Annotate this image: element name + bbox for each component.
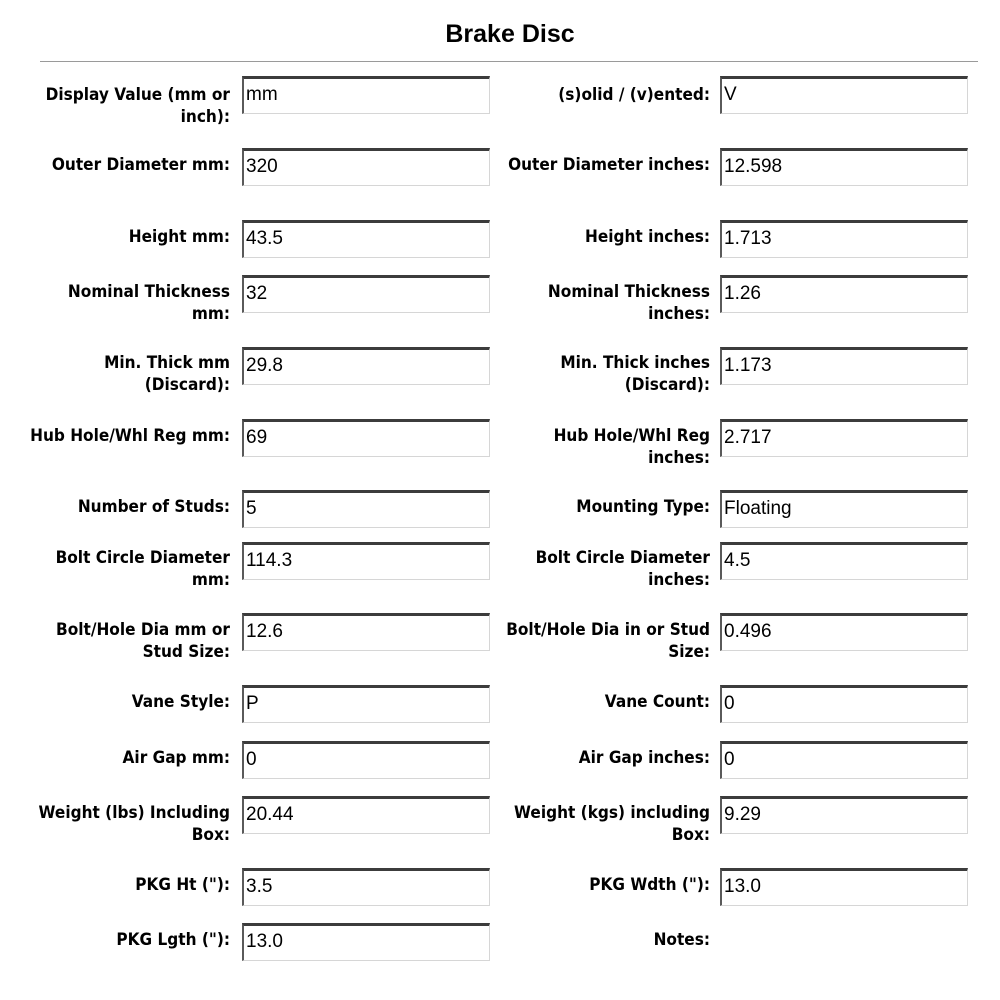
hub-hole-inches-field[interactable]: 2.717 (720, 419, 968, 457)
display-value-field[interactable]: mm (242, 76, 490, 114)
label-height-mm: Height mm: (128, 227, 230, 246)
bolt-circle-inches-field[interactable]: 4.5 (720, 542, 968, 580)
label-bolt-circle-mm: Bolt Circle Diameter mm: (55, 548, 231, 589)
vane-count-field[interactable]: 0 (720, 685, 968, 723)
air-gap-mm-field[interactable]: 0 (242, 741, 490, 779)
label-bolt-circle-inches: Bolt Circle Diameter inches: (535, 548, 710, 589)
label-bolt-hole-dia-mm: Bolt/Hole Dia mm or Stud Size: (56, 620, 231, 661)
label-bolt-hole-dia-in: Bolt/Hole Dia in or Stud Size: (506, 620, 710, 661)
pkg-wdth-field[interactable]: 13.0 (720, 868, 968, 906)
nominal-thickness-inches-field[interactable]: 1.26 (720, 275, 968, 313)
label-number-of-studs: Number of Studs: (77, 497, 230, 516)
label-air-gap-mm: Air Gap mm: (122, 748, 230, 767)
label-notes: Notes: (653, 930, 710, 949)
pkg-ht-field[interactable]: 3.5 (242, 868, 490, 906)
bolt-circle-mm-field[interactable]: 114.3 (242, 542, 490, 580)
mounting-type-field[interactable]: Floating (720, 490, 968, 528)
label-pkg-wdth: PKG Wdth ("): (589, 875, 710, 894)
label-weight-kgs: Weight (kgs) including Box: (514, 803, 710, 844)
height-inches-field[interactable]: 1.713 (720, 220, 968, 258)
outer-diameter-mm-field[interactable]: 320 (242, 148, 490, 186)
weight-kgs-field[interactable]: 9.29 (720, 796, 968, 834)
label-hub-hole-mm: Hub Hole/Whl Reg mm: (30, 426, 230, 445)
label-mounting-type: Mounting Type: (576, 497, 710, 516)
label-display-value: Display Value (mm or inch): (45, 85, 230, 126)
label-min-thick-mm: Min. Thick mm (Discard): (104, 353, 230, 394)
label-air-gap-inches: Air Gap inches: (578, 748, 710, 767)
label-outer-diameter-mm: Outer Diameter mm: (51, 155, 230, 174)
vane-style-field[interactable]: P (242, 685, 490, 723)
label-pkg-ht: PKG Ht ("): (135, 875, 230, 894)
label-nominal-thickness-inches: Nominal Thickness inches: (547, 282, 710, 323)
outer-diameter-inches-field[interactable]: 12.598 (720, 148, 968, 186)
label-vane-style: Vane Style: (131, 692, 230, 711)
label-solid-vented: (s)olid / (v)ented: (558, 85, 710, 104)
number-of-studs-field[interactable]: 5 (242, 490, 490, 528)
label-hub-hole-inches: Hub Hole/Whl Reg inches: (553, 426, 710, 467)
label-height-inches: Height inches: (585, 227, 710, 246)
min-thick-inches-field[interactable]: 1.173 (720, 347, 968, 385)
min-thick-mm-field[interactable]: 29.8 (242, 347, 490, 385)
title-divider (40, 61, 978, 62)
solid-vented-field[interactable]: V (720, 76, 968, 114)
label-vane-count: Vane Count: (604, 692, 710, 711)
page-title: Brake Disc (445, 20, 575, 48)
label-outer-diameter-inches: Outer Diameter inches: (508, 155, 710, 174)
height-mm-field[interactable]: 43.5 (242, 220, 490, 258)
label-pkg-lgth: PKG Lgth ("): (116, 930, 230, 949)
bolt-hole-dia-mm-field[interactable]: 12.6 (242, 613, 490, 651)
weight-lbs-field[interactable]: 20.44 (242, 796, 490, 834)
label-nominal-thickness-mm: Nominal Thickness mm: (67, 282, 230, 323)
label-min-thick-inches: Min. Thick inches (Discard): (560, 353, 710, 394)
bolt-hole-dia-in-field[interactable]: 0.496 (720, 613, 968, 651)
pkg-lgth-field[interactable]: 13.0 (242, 923, 490, 961)
nominal-thickness-mm-field[interactable]: 32 (242, 275, 490, 313)
air-gap-inches-field[interactable]: 0 (720, 741, 968, 779)
hub-hole-mm-field[interactable]: 69 (242, 419, 490, 457)
label-weight-lbs: Weight (lbs) Including Box: (38, 803, 230, 844)
